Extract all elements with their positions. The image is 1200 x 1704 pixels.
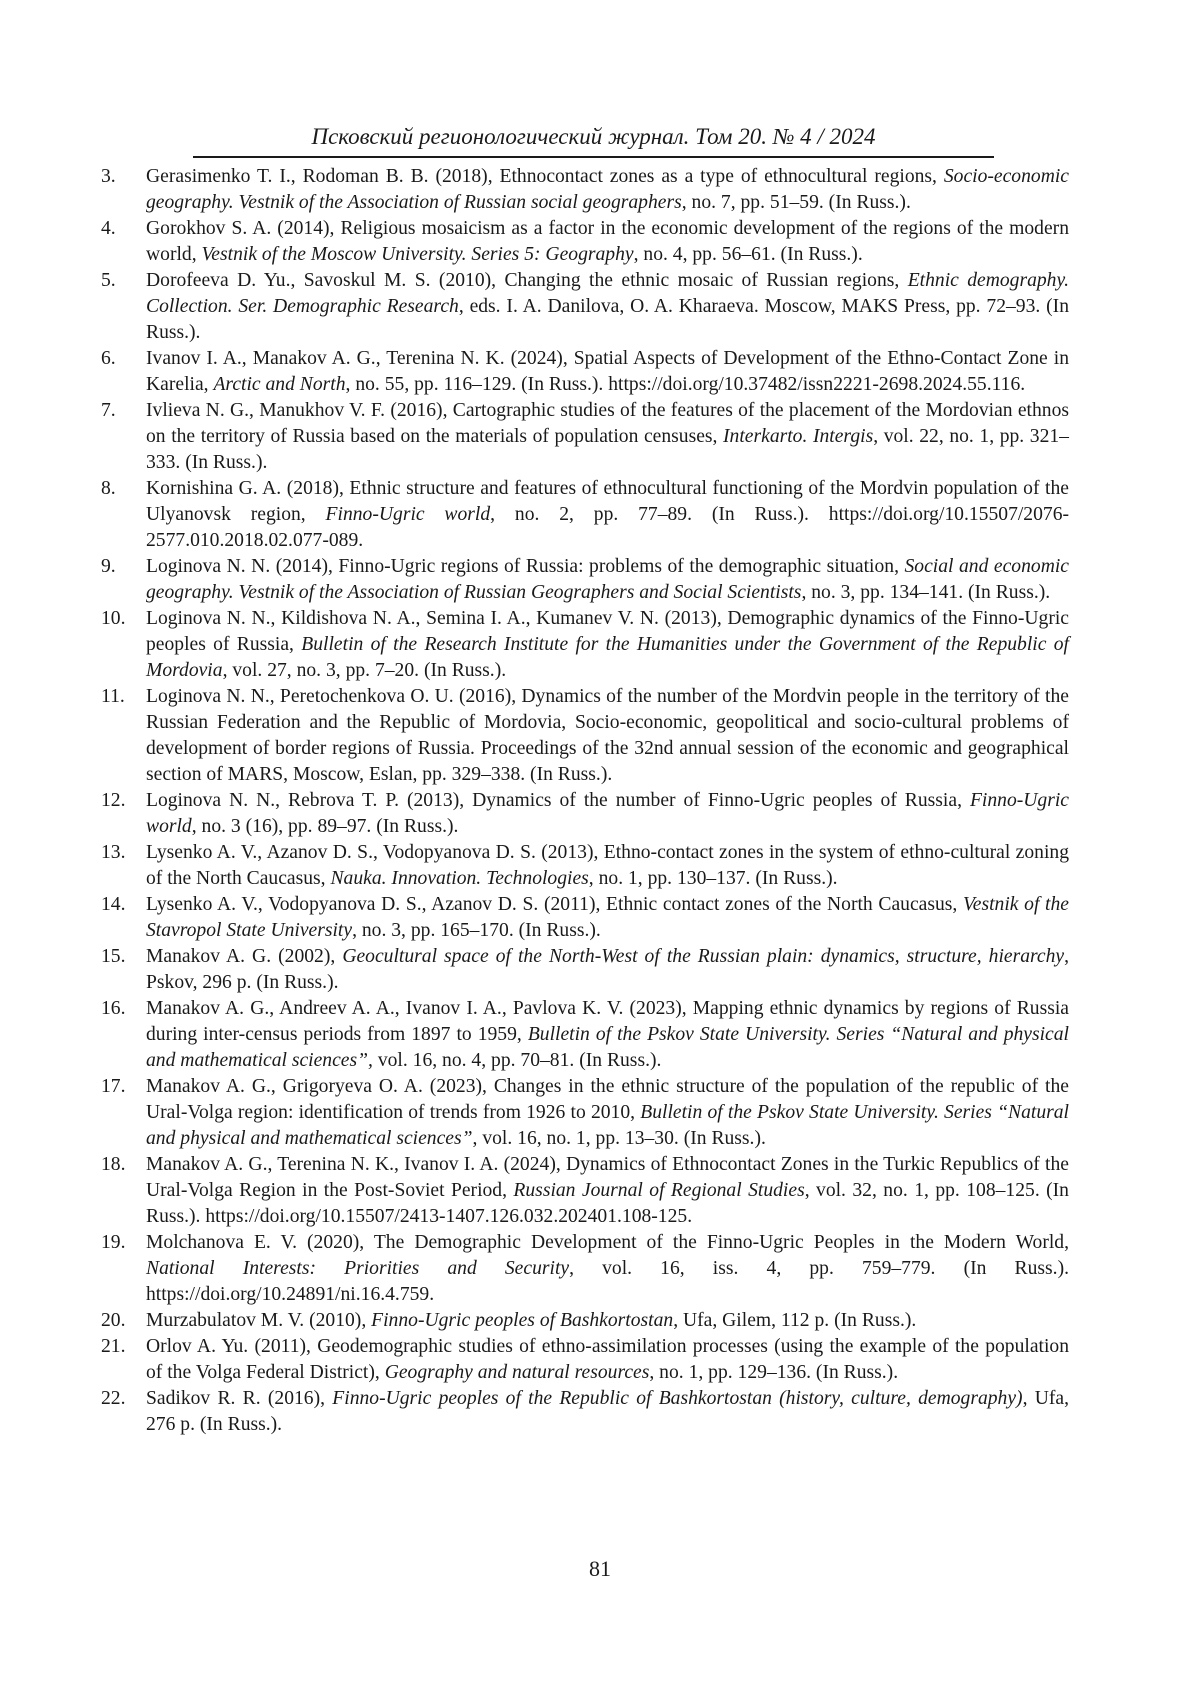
reference-text: Murzabulatov M. V. (2010), [146,1310,372,1331]
reference-text: Loginova N. N., Kildishova N. A., Semina I. A., Kumanev V. N. (2013), Demographic dynamics of the Finno-Ugric peoples of Russia, [146,608,1069,655]
reference-number: 3. [101,166,116,187]
reference-list [101,164,1069,1438]
reference-item [101,944,1069,996]
reference-item [101,216,1069,268]
reference-source-title: Finno-Ugric peoples of the Republic of Bashkortostan (history, culture, demography) [332,1388,1023,1409]
reference-source-title: Finno-Ugric world [146,790,1069,837]
reference-item [101,892,1069,944]
reference-text: , no. 1, pp. 129–136. (In Russ.). [649,1362,899,1383]
reference-number: 19. [101,1232,126,1253]
reference-item [101,788,1069,840]
reference-source-title: Geography and natural resources [384,1362,650,1383]
reference-number: 11. [101,686,125,707]
reference-item [101,840,1069,892]
reference-number: 20. [101,1310,126,1331]
reference-text: , vol. 22, no. 1, pp. 321–333. (In Russ.). [146,426,1069,473]
reference-source-title: Russian Journal of Regional Studies [513,1180,805,1201]
reference-text: , eds. I. A. Danilova, O. A. Kharaeva. Moscow, MAKS Press, pp. 72–93. (In Russ.). [146,296,1069,343]
reference-number: 16. [101,998,126,1019]
reference-source-title: National Interests: Priorities and Security [146,1258,570,1279]
reference-text: Dorofeeva D. Yu., Savoskul M. S. (2010), Changing the ethnic mosaic of Russian regions, [146,270,908,291]
reference-source-title: Bulletin of the Pskov State University. Series “Natural and physical and mathematical sciences” [146,1102,1069,1149]
reference-number: 4. [101,218,116,239]
reference-text: , Ufa, Gilem, 112 p. (In Russ.). [673,1310,917,1331]
reference-item [101,346,1069,398]
reference-text: Ivanov I. A., Manakov A. G., Terenina N. K. (2024), Spatial Aspects of Development of the Ethno-Contact Zone in Karelia, [146,348,1069,395]
reference-text: Orlov A. Yu. (2011), Geodemographic studies of ethno-assimilation processes (using the example of the population of the Volga Federal District), [146,1336,1069,1383]
reference-source-title: Nauka. Innovation. Technologies [330,868,589,889]
reference-text: Sadikov R. R. (2016), [146,1388,333,1409]
reference-text: , vol. 16, no. 1, pp. 13–30. (In Russ.). [472,1128,766,1149]
reference-text: Lysenko A. V., Vodopyanova D. S., Azanov D. S. (2011), Ethnic contact zones of the North Caucasus, [146,894,963,915]
reference-text: Gerasimenko T. I., Rodoman B. B. (2018), Ethnocontact zones as a type of ethnocultural regions, [146,166,944,187]
reference-number: 15. [101,946,126,967]
reference-item [101,398,1069,476]
reference-source-title: Bulletin of the Pskov State University. Series “Natural and physical and mathematical sciences”, [146,1024,1069,1071]
reference-number: 9. [101,556,116,577]
reference-item [101,606,1069,684]
reference-text: , vol. 27, no. 3, pp. 7–20. (In Russ.). [222,660,507,681]
reference-text: , Ufa, 276 p. (In Russ.). [146,1388,1069,1435]
reference-text: Loginova N. N. (2014), Finno-Ugric regions of Russia: problems of the demographic situation, [146,556,905,577]
reference-item [101,1308,1069,1334]
page-number: 81 [589,1556,611,1581]
reference-text: Ivlieva N. G., Manukhov V. F. (2016), Cartographic studies of the features of the placement of the Mordovian ethnos on the territory of Russia based on the materials of population censuses, [146,400,1069,447]
reference-item [101,476,1069,554]
reference-item [101,1152,1069,1230]
reference-text: , no. 3, pp. 165–170. (In Russ.). [352,920,601,941]
reference-text: , no. 4, pp. 56–61. (In Russ.). [633,244,863,265]
reference-number: 17. [101,1076,126,1097]
reference-source-title: Interkarto. Intergis [723,426,874,447]
reference-text: Loginova N. N., Peretochenkova O. U. (2016), Dynamics of the number of the Mordvin people in the territory of the Russian Federation and the Republic of Mordovia, Socio-economic, geopolitical and socio-cultural problems of development of border regions of Russia. Proceedings of the 32nd annual session of the economic and geographical section of MARS, Moscow, Eslan, pp. 329–338. (In Russ.). [146,686,1069,785]
running-header: Псковский регионологический журнал. Том 20. № 4 / 2024 [311,124,876,149]
reference-item [101,164,1069,216]
reference-text: Manakov A. G., Terenina N. K., Ivanov I. A. (2024), Dynamics of Ethnocontact Zones in the Turkic Republics of the Ural-Volga Region in the Post-Soviet Period, [146,1154,1069,1201]
reference-text: , no. 55, pp. 116–129. (In Russ.). https://doi.org/10.37482/issn2221-2698.2024.55.116. [345,374,1026,395]
reference-number: 14. [101,894,126,915]
reference-number: 13. [101,842,126,863]
reference-text: , no. 7, pp. 51–59. (In Russ.). [681,192,911,213]
reference-item [101,1074,1069,1152]
reference-number: 22. [101,1388,126,1409]
reference-text: Manakov A. G. (2002), [146,946,343,967]
reference-number: 18. [101,1154,126,1175]
reference-item [101,1386,1069,1438]
reference-source-title: Finno-Ugric peoples of Bashkortostan [371,1310,674,1331]
reference-source-title: Geocultural space of the North-West of the Russian plain: dynamics, structure, hierarchy [342,946,1065,967]
reference-number: 8. [101,478,116,499]
reference-text: , no. 3 (16), pp. 89–97. (In Russ.). [191,816,459,837]
reference-source-title: Vestnik of the Stavropol State University [146,894,1069,941]
reference-text: Manakov A. G., Andreev A. A., Ivanov I. A., Pavlova K. V. (2023), Mapping ethnic dynamics by regions of Russia during inter-census periods from 1897 to 1959, [146,998,1069,1045]
reference-source-title: Arctic and North [213,374,346,395]
reference-item [101,684,1069,788]
reference-number: 10. [101,608,126,629]
reference-source-title: Social and economic geography. Vestnik of the Association of Russian Geographers and Social Scientists [146,556,1069,603]
reference-text: , vol. 16, iss. 4, pp. 759–779. (In Russ.). https://doi.org/10.24891/ni.16.4.759. [146,1258,1069,1305]
reference-text: Manakov A. G., Grigoryeva O. A. (2023), Changes in the ethnic structure of the population of the republic of the Ural-Volga region: identification of trends from 1926 to 2010, [146,1076,1069,1123]
reference-text: Gorokhov S. A. (2014), Religious mosaicism as a factor in the economic development of the regions of the modern world, [146,218,1069,265]
reference-source-title: Ethnic demography. Collection. Ser. Demographic Research [146,270,1069,317]
reference-source-title: Socio-economic geography. Vestnik of the Association of Russian social geographers [146,166,1069,213]
reference-number: 7. [101,400,116,421]
reference-text: Loginova N. N., Rebrova T. P. (2013), Dynamics of the number of Finno-Ugric peoples of Russia, [146,790,970,811]
reference-item [101,554,1069,606]
reference-number: 12. [101,790,126,811]
reference-text: , vol. 32, no. 1, pp. 108–125. (In Russ.). https://doi.org/10.15507/2413-1407.126.032.202401.108-125. [146,1180,1069,1227]
reference-item [101,996,1069,1074]
reference-source-title: Bulletin of the Research Institute for the Humanities under the Government of the Republic of Mordovia [146,634,1069,681]
reference-number: 21. [101,1336,126,1357]
header-rule [193,156,994,158]
reference-text: Lysenko A. V., Azanov D. S., Vodopyanova D. S. (2013), Ethno-contact zones in the system of ethno-cultural zoning of the North Caucasus, [146,842,1069,889]
reference-item [101,268,1069,346]
reference-number: 6. [101,348,116,369]
reference-text: , no. 3, pp. 134–141. (In Russ.). [801,582,1051,603]
reference-text: , no. 2, pp. 77–89. (In Russ.). https://doi.org/10.15507/2076-2577.010.2018.02.077-089. [146,504,1070,551]
reference-text: , Pskov, 296 p. (In Russ.). [146,946,1070,993]
reference-text: vol. 16, no. 4, pp. 70–81. (In Russ.). [372,1050,662,1071]
reference-source-title: Finno-Ugric world [325,504,491,525]
reference-number: 5. [101,270,116,291]
reference-text: Molchanova E. V. (2020), The Demographic Development of the Finno-Ugric Peoples in the Modern World, [146,1232,1069,1253]
reference-item [101,1334,1069,1386]
reference-source-title: Vestnik of the Moscow University. Series 5: Geography [201,244,634,265]
reference-item [101,1230,1069,1308]
reference-text: Kornishina G. A. (2018), Ethnic structure and features of ethnocultural functioning of the Mordvin population of the Ulyanovsk region, [146,478,1069,525]
reference-text: , no. 1, pp. 130–137. (In Russ.). [588,868,838,889]
